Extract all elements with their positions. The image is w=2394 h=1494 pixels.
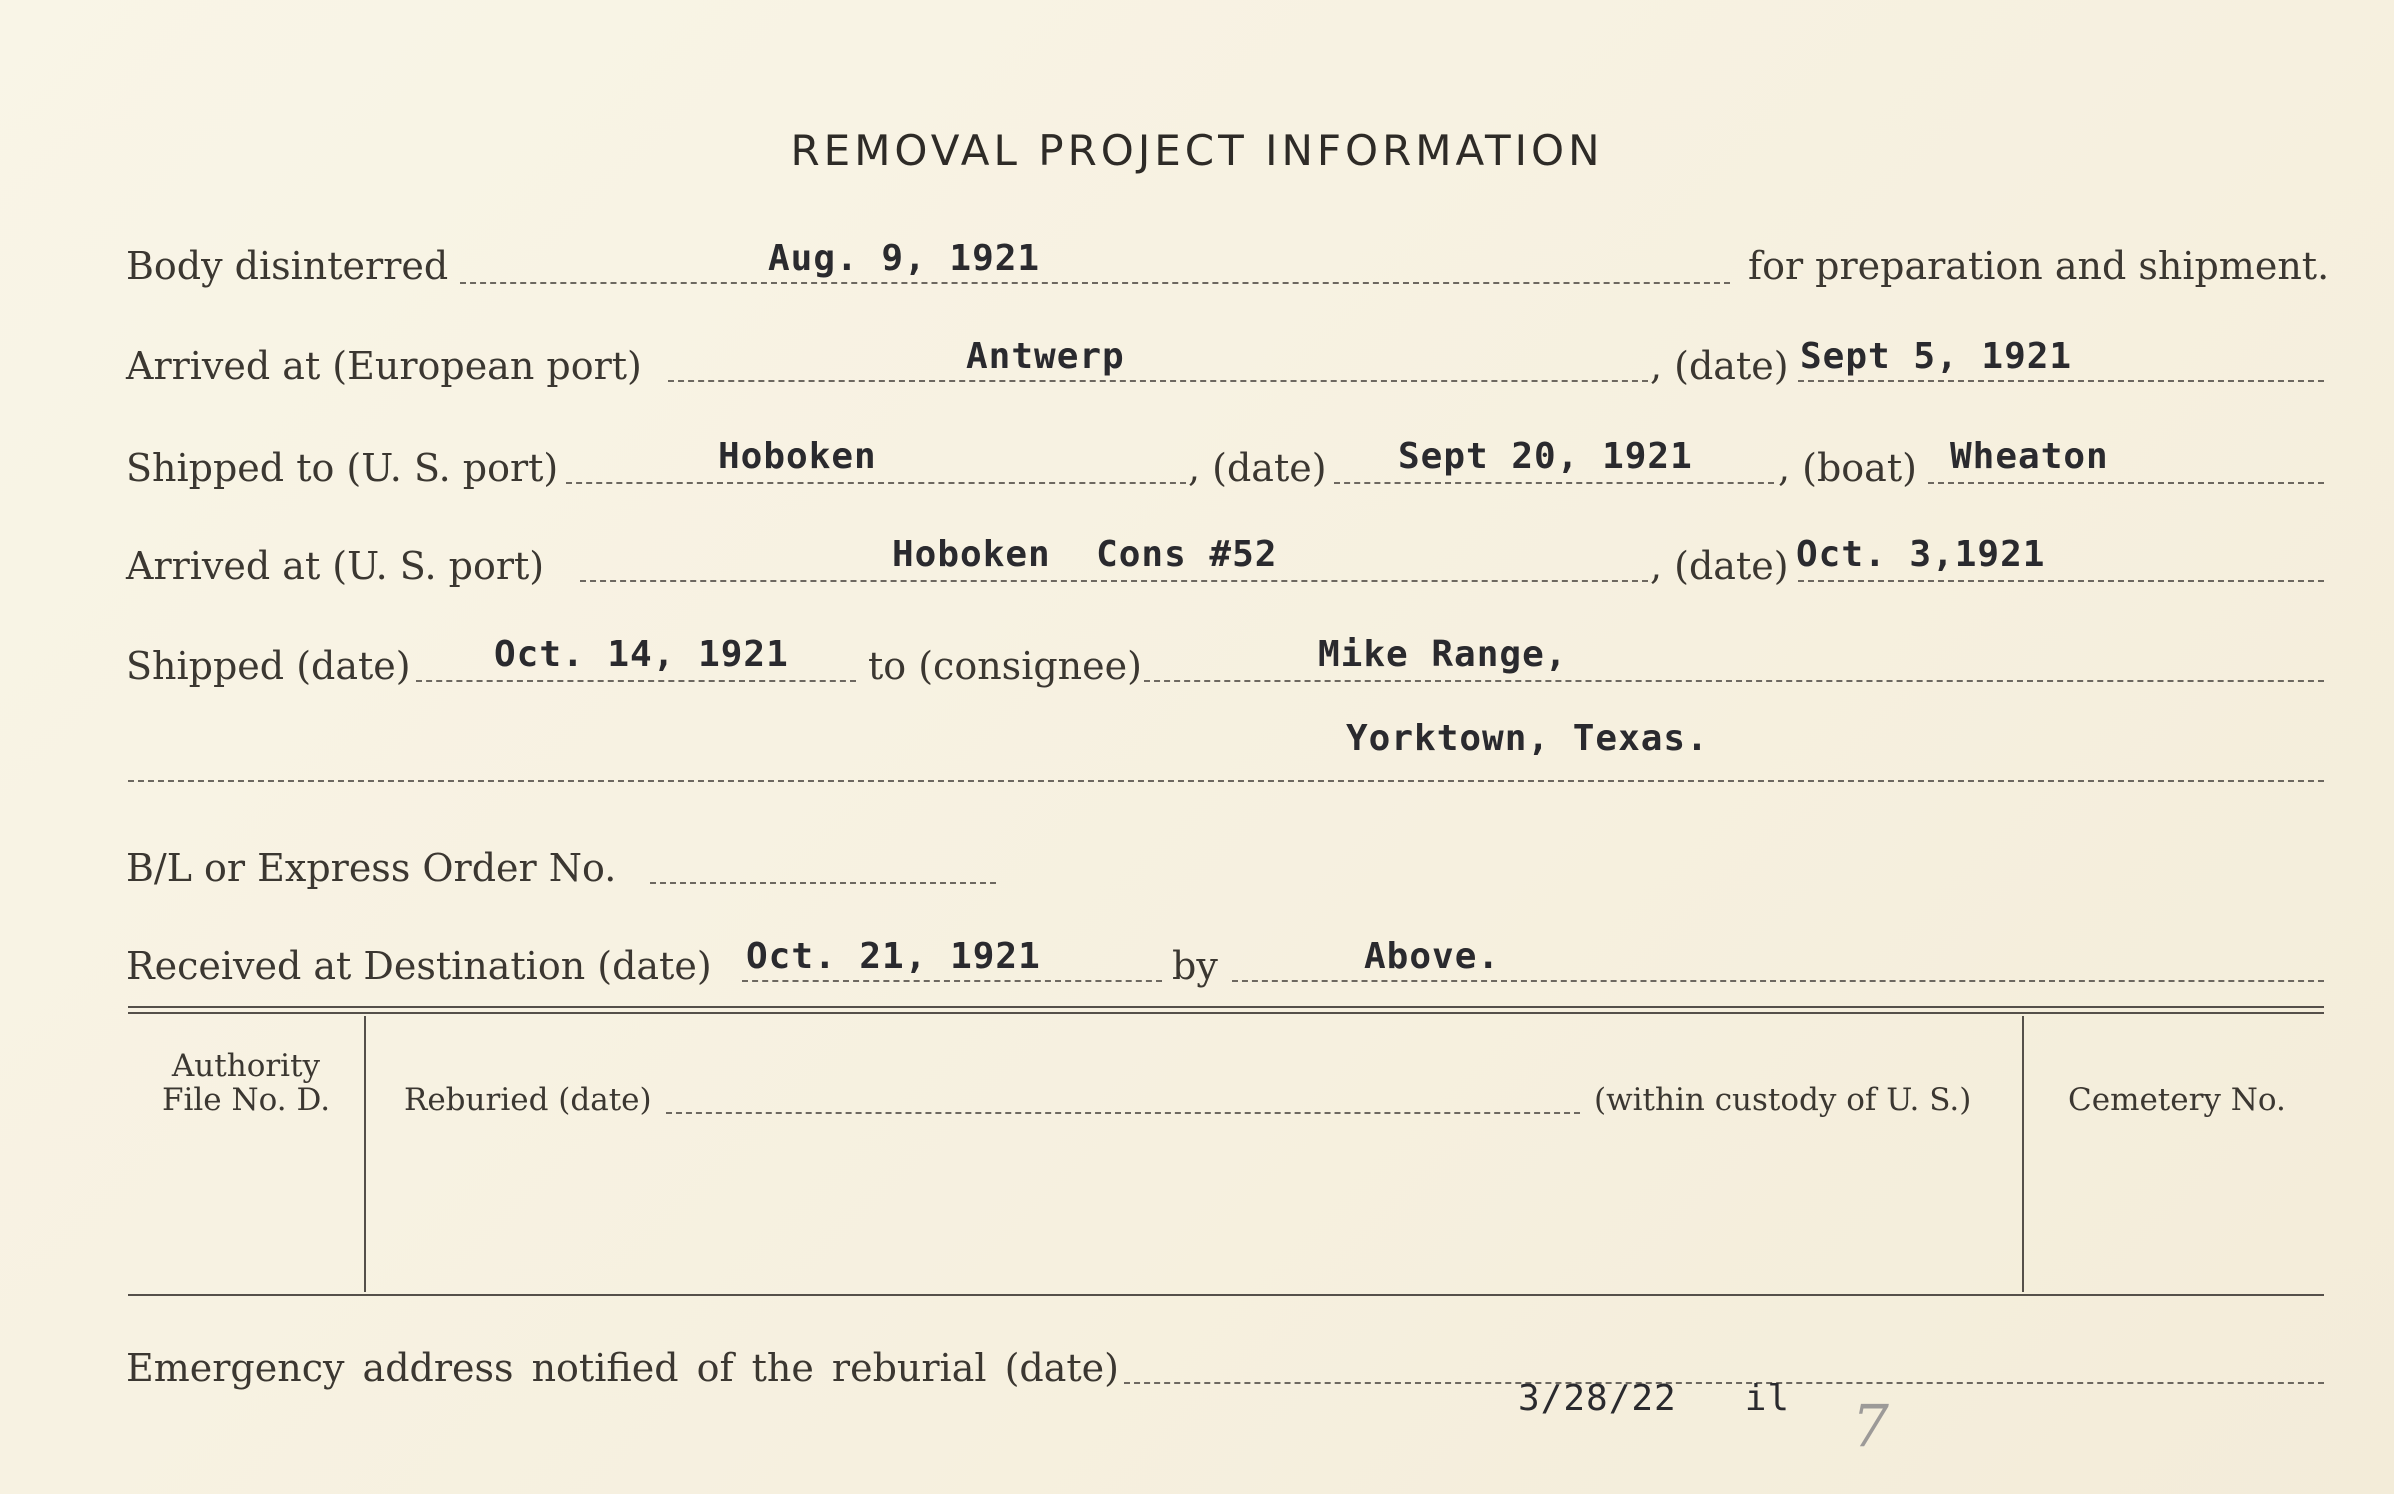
table-divider-right <box>2022 1016 2024 1292</box>
authority-label: Authority <box>171 1048 321 1084</box>
bl-line <box>650 882 996 884</box>
disinterred-line <box>460 282 1730 284</box>
handwritten-mark: 7 <box>1852 1392 1889 1460</box>
euro-port-label: Arrived at (European port) <box>126 344 642 388</box>
table-divider-left <box>364 1016 366 1292</box>
consignee-label: to (consignee) <box>868 644 1142 688</box>
disinterred-date: Aug. 9, 1921 <box>768 238 1041 279</box>
bl-label: B/L or Express Order No. <box>126 846 617 890</box>
consignee-line <box>1144 680 2324 682</box>
received-label: Received at Destination (date) <box>126 944 712 988</box>
disinterred-suffix: for preparation and shipment. <box>1748 244 2330 288</box>
disinterred-label: Body disinterred <box>126 244 449 288</box>
boat-value: Wheaton <box>1950 436 2109 477</box>
shipped-date: Oct. 14, 1921 <box>494 634 789 675</box>
table-top-rule-2 <box>128 1012 2324 1014</box>
euro-port-date: Sept 5, 1921 <box>1800 336 2073 377</box>
arrived-us-date-label: , (date) <box>1650 544 1789 588</box>
euro-port-line <box>668 380 1648 382</box>
arrived-us-label: Arrived at (U. S. port) <box>126 544 545 588</box>
arrived-us-date-line <box>1798 580 2324 582</box>
table-top-rule <box>128 1006 2324 1008</box>
consignee-address: Yorktown, Texas. <box>1346 718 1709 759</box>
shipped-us-value: Hoboken <box>718 436 877 477</box>
shipped-us-date-label: , (date) <box>1188 446 1327 490</box>
euro-port-date-label: , (date) <box>1650 344 1789 388</box>
consignee-line-2 <box>128 780 2324 782</box>
arrived-us-line <box>580 580 1648 582</box>
reburied-label: Reburied (date) <box>404 1082 652 1118</box>
received-by-line <box>1232 980 2324 982</box>
arrived-us-value: Hoboken Cons #52 <box>892 534 1278 575</box>
shipped-date-line <box>416 680 856 682</box>
consignee-name: Mike Range, <box>1318 634 1568 675</box>
shipped-date-label: Shipped (date) <box>126 644 411 688</box>
boat-line <box>1928 482 2324 484</box>
received-by: Above. <box>1364 936 1501 977</box>
boat-label: , (boat) <box>1778 446 1917 490</box>
custody-label: (within custody of U. S.) <box>1594 1082 1972 1118</box>
emergency-label: Emergency address notified of the reburial (date) <box>126 1346 1119 1390</box>
received-date: Oct. 21, 1921 <box>746 936 1041 977</box>
shipped-us-line <box>566 482 1186 484</box>
received-by-label: by <box>1172 944 1218 988</box>
euro-port-value: Antwerp <box>966 336 1125 377</box>
received-date-line <box>742 980 1162 982</box>
shipped-us-date-line <box>1334 482 1774 484</box>
card-title: REMOVAL PROJECT INFORMATION <box>790 126 1604 175</box>
file-no-label: File No. D. <box>161 1082 331 1118</box>
euro-port-date-line <box>1798 380 2324 382</box>
reburied-line <box>666 1112 1580 1114</box>
table-bottom-rule <box>128 1294 2324 1296</box>
shipped-us-date: Sept 20, 1921 <box>1398 436 1693 477</box>
cemetery-label: Cemetery No. <box>2068 1082 2286 1118</box>
shipped-us-label: Shipped to (U. S. port) <box>126 446 559 490</box>
arrived-us-date: Oct. 3,1921 <box>1796 534 2046 575</box>
emergency-value: 3/28/22 il <box>1518 1378 1791 1419</box>
